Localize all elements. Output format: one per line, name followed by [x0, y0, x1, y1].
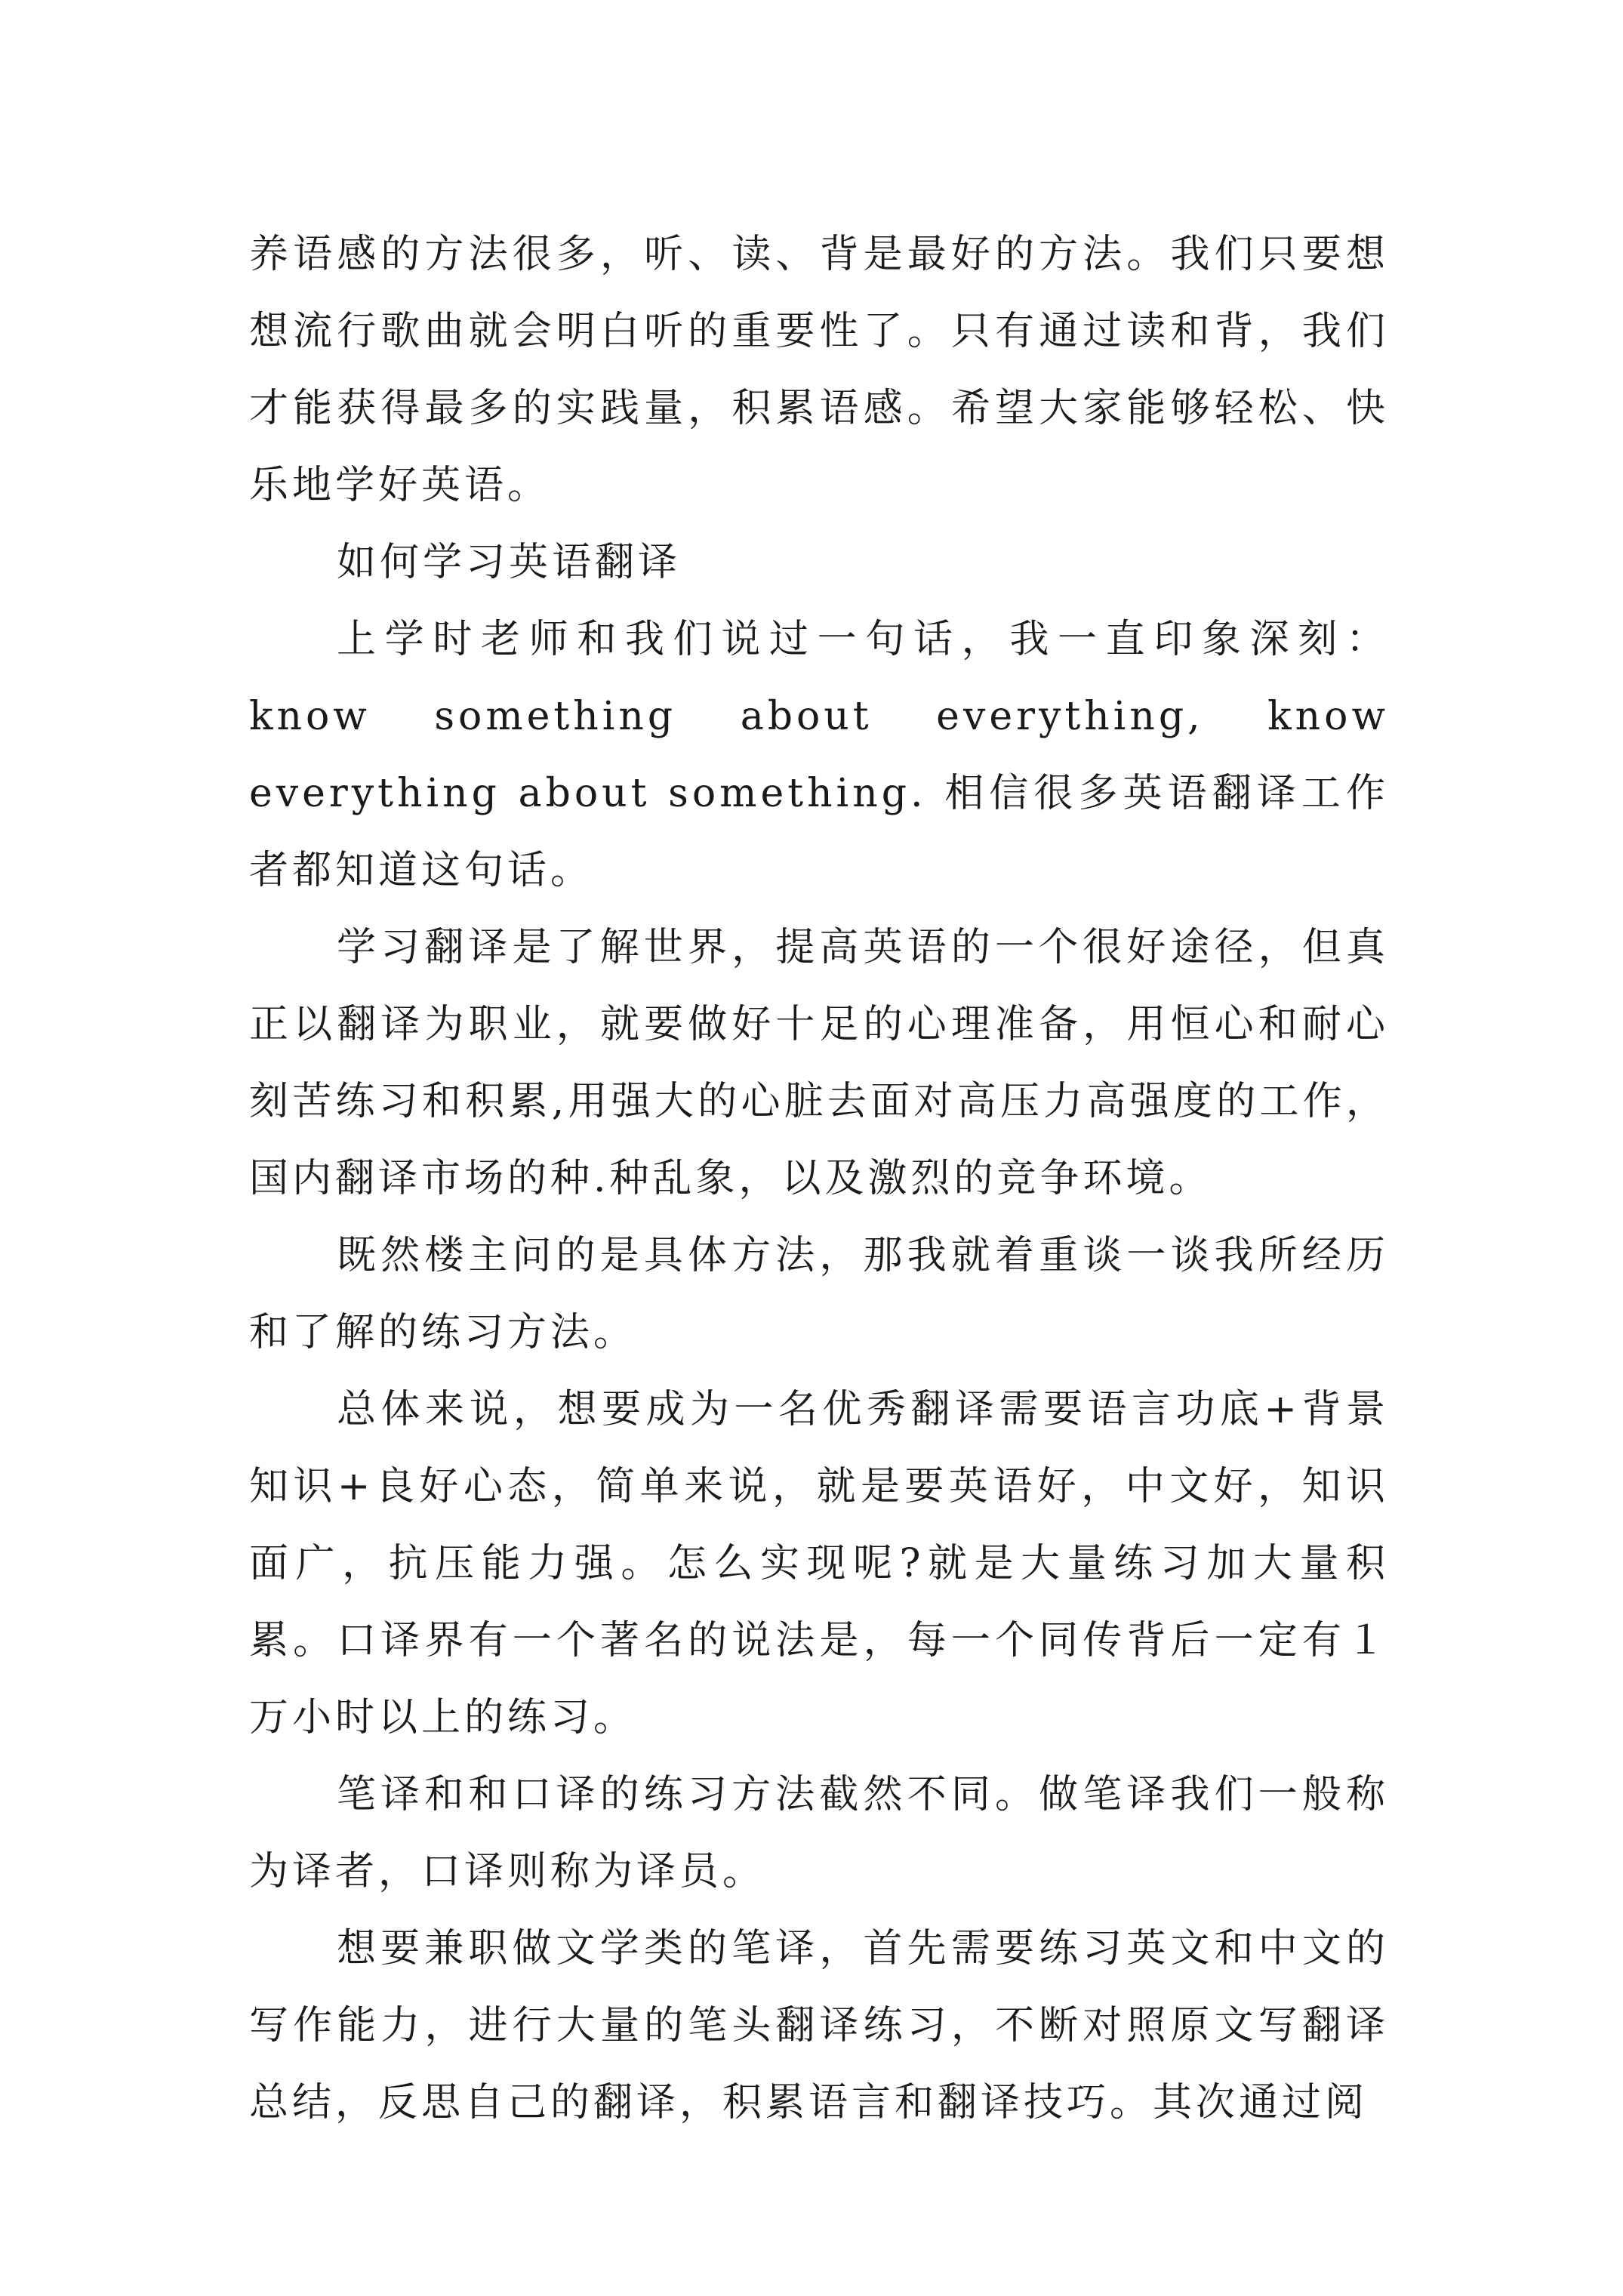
document-body	[249, 216, 1389, 2141]
paragraph-3: 学习翻译是了解世界，提高英语的一个很好途径，但真正以翻译为职业，就要做好十足的心理准备，用恒心和耐心刻苦练习和积累,用强大的心脏去面对高压力高强度的工作，国内翻译市场的种.种乱象，以及激烈的竞争环境。	[249, 925, 1389, 1201]
paragraph-2: 上学时老师和我们说过一句话，我一直印象深刻：know something about everything, know everything about something. 相信很多英语翻译工作者都知道这句话。	[249, 617, 1389, 893]
paragraph-4: 既然楼主问的是具体方法，那我就着重谈一谈我所经历和了解的练习方法。	[249, 1233, 1389, 1355]
paragraph-7: 想要兼职做文学类的笔译，首先需要练习英文和中文的写作能力，进行大量的笔头翻译练习，不断对照原文写翻译总结，反思自己的翻译，积累语言和翻译技巧。其次通过阅	[249, 1926, 1389, 2125]
paragraph-1: 养语感的方法很多，听、读、背是最好的方法。我们只要想想流行歌曲就会明白听的重要性了。只有通过读和背，我们才能获得最多的实践量，积累语感。希望大家能够轻松、快乐地学好英语。	[249, 232, 1389, 508]
section-heading: 如何学习英语翻译	[337, 540, 682, 585]
paragraph-6: 笔译和和口译的练习方法截然不同。做笔译我们一般称为译者，口译则称为译员。	[249, 1772, 1389, 1894]
paragraph-5: 总体来说，想要成为一名优秀翻译需要语言功底+背景知识+良好心态，简单来说，就是要英语好，中文好，知识面广，抗压能力强。怎么实现呢?就是大量练习加大量积累。口译界有一个著名的说法是，每一个同传背后一定有１万小时以上的练习。	[249, 1387, 1389, 1740]
